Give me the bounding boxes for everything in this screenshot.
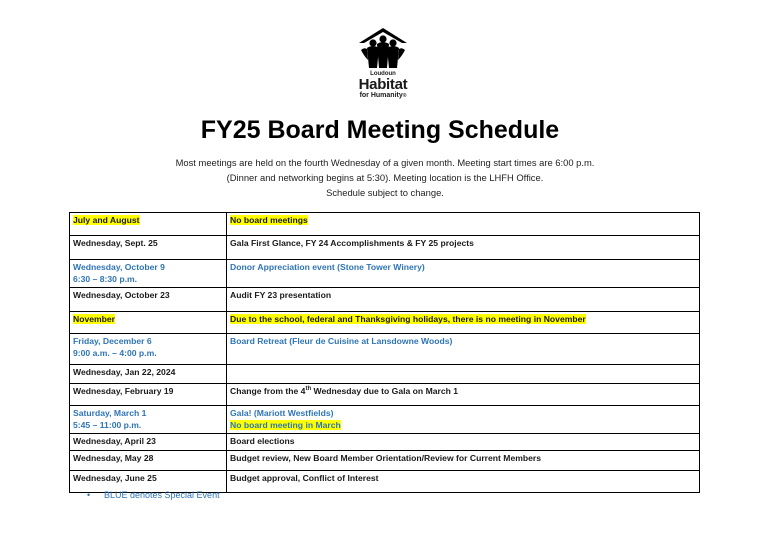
- table-row: [70, 434, 700, 451]
- desc-cell: Gala First Glance, FY 24 Accomplishments & FY 25 projects: [227, 236, 700, 260]
- desc-cell: Donor Appreciation event (Stone Tower Winery): [227, 260, 700, 288]
- intro-line-2: (Dinner and networking begins at 5:30). Meeting location is the LHFH Office.: [226, 172, 544, 183]
- table-row: [70, 406, 700, 434]
- desc-cell: Change from the 4th Wednesday due to Gala on March 1: [227, 384, 700, 406]
- date-cell: Wednesday, Jan 22, 2024: [70, 365, 227, 384]
- date-cell: Friday, December 6 9:00 a.m. – 4:00 p.m.: [70, 334, 227, 365]
- date-cell: July and August: [70, 213, 227, 236]
- intro-line-1: Most meetings are held on the fourth Wednesday of a given month. Meeting start times are 6:00 p.m.: [175, 157, 595, 168]
- bullet-icon: •: [87, 490, 91, 500]
- desc-cell: [227, 365, 700, 384]
- desc-cell: Budget approval, Conflict of Interest: [227, 471, 700, 493]
- date-cell: Wednesday, February 19: [70, 384, 227, 406]
- desc-cell: No board meetings: [227, 213, 700, 236]
- logo-for-humanity: for Humanity®: [359, 92, 407, 99]
- desc-cell: Due to the school, federal and Thanksgiving holidays, there is no meeting in November: [227, 312, 700, 334]
- date-cell: Saturday, March 1 5:45 – 11:00 p.m.: [70, 406, 227, 434]
- page-title: FY25 Board Meeting Schedule: [200, 116, 560, 144]
- date-cell: November: [70, 312, 227, 334]
- schedule-table: [69, 212, 700, 493]
- date-cell: Wednesday, June 25: [70, 471, 227, 493]
- intro-line-3: Schedule subject to change.: [326, 187, 444, 198]
- date-cell: Wednesday, April 23: [70, 434, 227, 451]
- date-cell: Wednesday, October 9 6:30 – 8:30 p.m.: [70, 260, 227, 288]
- table-row: [70, 312, 700, 334]
- desc-cell: Audit FY 23 presentation: [227, 288, 700, 312]
- desc-cell: Gala! (Mariott Westfields) No board meeting in March: [227, 406, 700, 434]
- house-people-icon: [355, 26, 411, 70]
- table-row: [70, 288, 700, 312]
- desc-cell: Board elections: [227, 434, 700, 451]
- desc-cell: Budget review, New Board Member Orientation/Review for Current Members: [227, 451, 700, 471]
- habitat-logo: [353, 26, 413, 100]
- logo-habitat: Habitat: [358, 76, 408, 93]
- table-row: [70, 451, 700, 471]
- table-row: [70, 384, 700, 406]
- table-row: [70, 213, 700, 236]
- table-row: [70, 334, 700, 365]
- date-cell: Wednesday, May 28: [70, 451, 227, 471]
- table-row: [70, 236, 700, 260]
- table-row: [70, 365, 700, 384]
- date-cell: Wednesday, Sept. 25: [70, 236, 227, 260]
- date-cell: Wednesday, October 23: [70, 288, 227, 312]
- desc-cell: Board Retreat (Fleur de Cuisine at Lansdowne Woods): [227, 334, 700, 365]
- table-row: [70, 260, 700, 288]
- intro-text: [0, 155, 760, 200]
- legend-text: BLUE denotes Special Event: [104, 490, 220, 500]
- legend-note: [87, 490, 220, 500]
- logo-loudoun: Loudoun: [370, 71, 396, 77]
